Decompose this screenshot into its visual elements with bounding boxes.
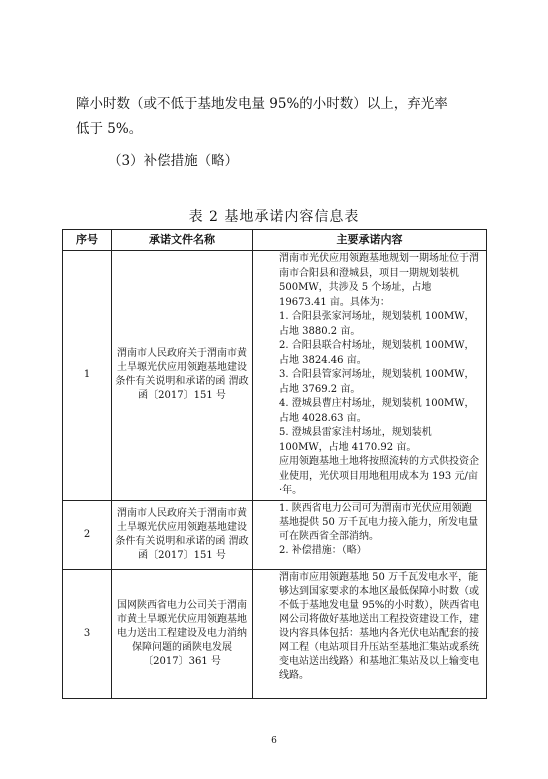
page-number: 6 xyxy=(271,736,277,746)
commitment-info-table xyxy=(62,229,487,699)
body-paragraph-line-1: 障小时数（或不低于基地发电量 95%的小时数）以上，弃光率 xyxy=(76,96,448,112)
row-commitment-content xyxy=(253,569,487,698)
table-caption: 表 2 基地承诺内容信息表 xyxy=(188,209,360,225)
content-line: 渭南市光伏应用领跑基地规划一期场址位于渭南市合阳县和澄城县，项目一期规划装机 500MW，共涉及 5 个场址，占地 19673.41 亩。具体为： xyxy=(279,253,479,308)
row-commitment-content xyxy=(253,500,487,569)
content-line: 1. 陕西省电力公司可为渭南市光伏应用领跑基地提供 50 万千瓦电力接入能力，所发电量可在陕西省全部消纳。 xyxy=(279,502,479,542)
table-row xyxy=(63,500,487,569)
row-serial-number: 1 xyxy=(63,251,112,501)
table-row xyxy=(63,569,487,698)
header-main-content: 主要承诺内容 xyxy=(253,230,487,251)
table-header-row xyxy=(63,230,487,251)
row-document-name: 渭南市人民政府关于渭南市黄土旱塬光伏应用领跑基地建设条件有关说明和承诺的函 渭政函〔2017〕151 号 xyxy=(112,251,253,501)
content-line: 应用领跑基地土地将按照流转的方式供投资企业使用，光伏项目用地租用成本为 193 元/亩·年。 xyxy=(279,456,479,496)
compensation-measures-line: （3）补偿措施（略） xyxy=(108,153,239,169)
row-serial-number: 2 xyxy=(63,500,112,569)
content-line: 3. 合阳县管家河场址，规划装机 100MW，占地 3769.2 亩。 xyxy=(279,369,475,395)
header-serial-number: 序号 xyxy=(63,230,112,251)
content-line: 渭南市应用领跑基地 50 万千瓦发电水平，能够达到国家要求的本地区最低保障小时数（或不低于基地发电量 95%的小时数），陕西省电网公司将做好基地送出工程投资建设工作，建设内容具体包括：基地内各光伏电站配套的接网工程（电站项目升压站至基地汇集站或系统变电站送出线路）和基地汇集站及以上输变电线路。 xyxy=(279,571,480,681)
table-row xyxy=(63,251,487,501)
body-paragraph-line-2: 低于 5%。 xyxy=(76,121,143,137)
content-line: 1. 合阳县张家河场址，规划装机 100MW，占地 3880.2 亩。 xyxy=(279,311,475,337)
content-line: 2. 合阳县联合村场址，规划装机 100MW，占地 3824.46 亩。 xyxy=(279,340,475,366)
content-line: 4. 澄城县曹庄村场址，规划装机 100MW，占地 4028.63 亩。 xyxy=(279,398,475,424)
header-document-name: 承诺文件名称 xyxy=(112,230,253,251)
content-line: 5. 澄城县雷家洼村场址，规划装机 100MW，占地 4170.92 亩。 xyxy=(279,427,432,453)
row-document-name: 渭南市人民政府关于渭南市黄土旱塬光伏应用领跑基地建设条件有关说明和承诺的函 渭政函〔2017〕151 号 xyxy=(112,500,253,569)
row-commitment-content xyxy=(253,251,487,501)
row-document-name: 国网陕西省电力公司关于渭南市黄土旱塬光伏应用领跑基地电力送出工程建设及电力消纳保障问题的函陕电发展〔2017〕361 号 xyxy=(112,569,253,698)
row-serial-number: 3 xyxy=(63,569,112,698)
content-line: 2. 补偿措施：（略） xyxy=(279,544,367,556)
